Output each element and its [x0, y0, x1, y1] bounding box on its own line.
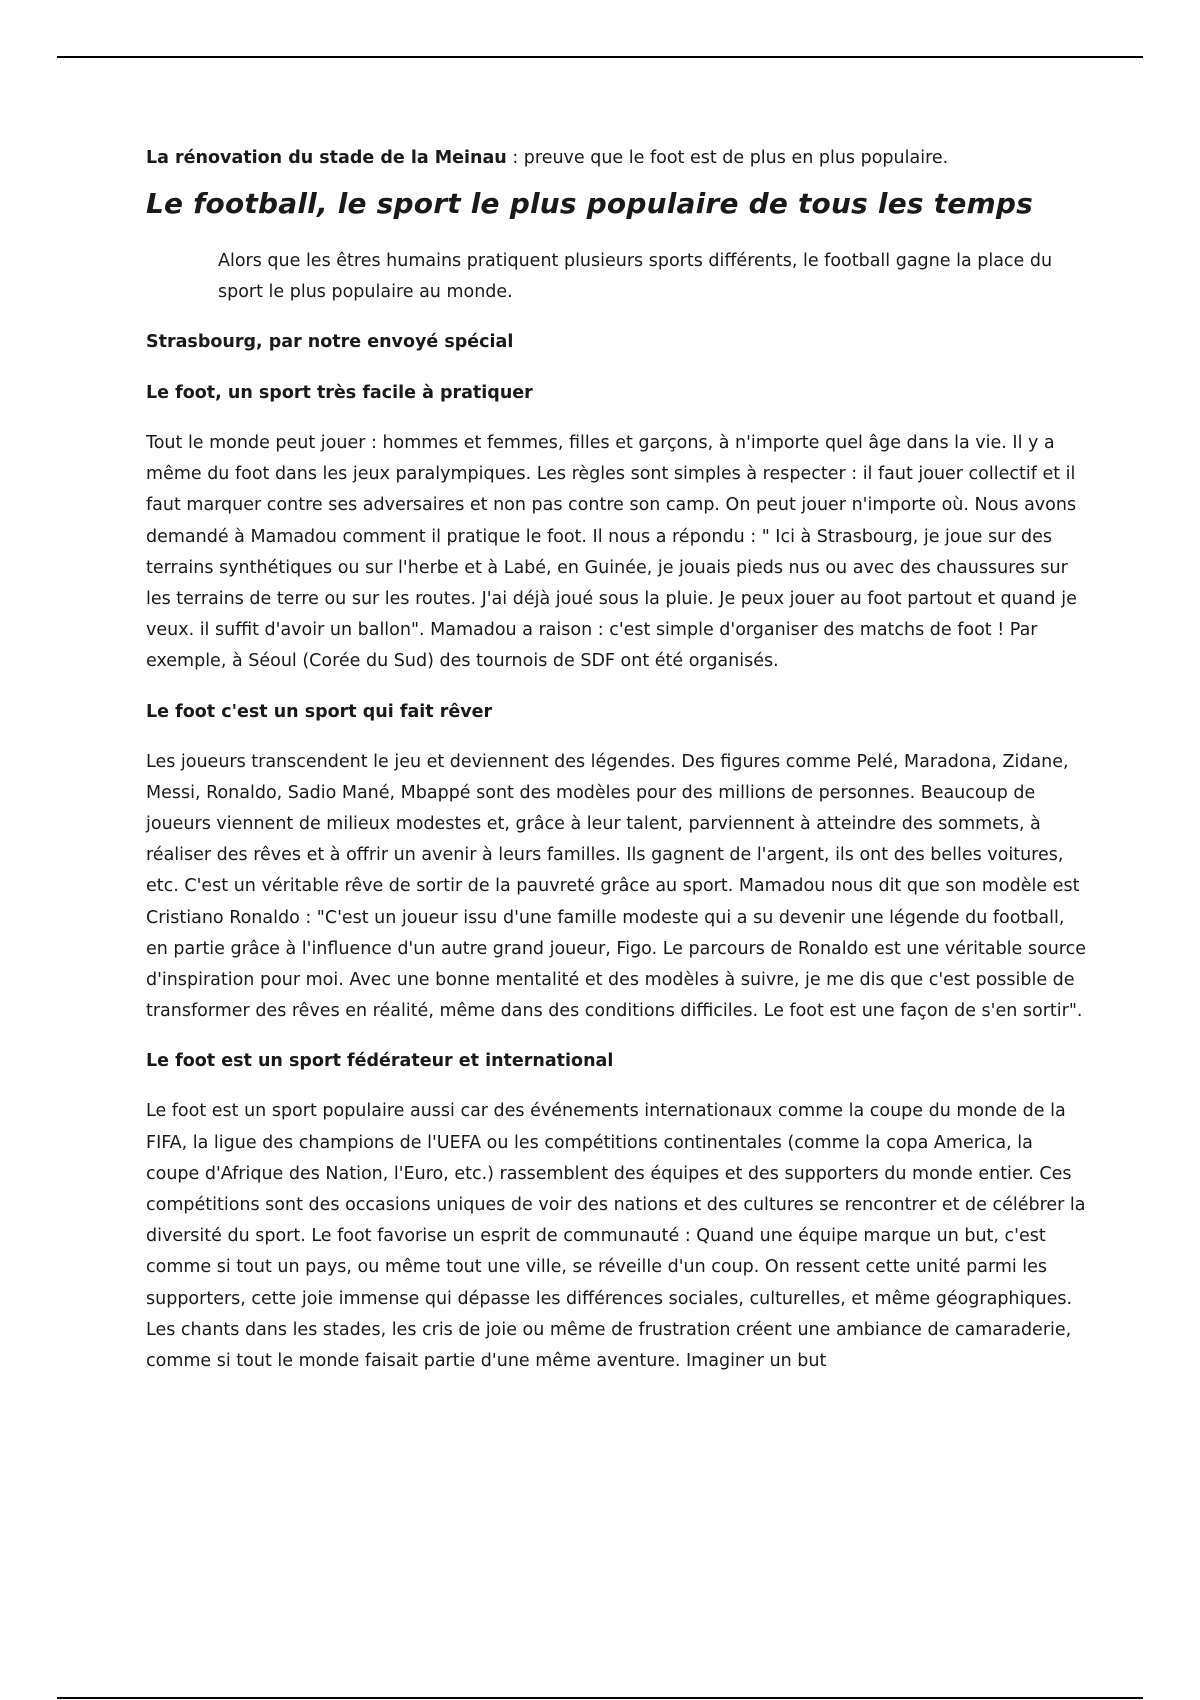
footer-rule	[57, 1697, 1143, 1699]
intro-rest: : preuve que le foot est de plus en plus populaire.	[506, 148, 949, 168]
section-heading-3: Le foot est un sport fédérateur et international	[146, 1051, 614, 1072]
section-text-2: Les joueurs transcendent le jeu et deviennent des légendes. Des figures comme Pelé, Maradona, Zidane, Messi, Ronaldo, Sadio Mané, Mbappé sont des modèles pour des millions de personnes. Beaucoup de joueurs viennent de milieux modestes et, grâce à leur talent, parviennent à atteindre des sommets, à réaliser des rêves et à offrir un avenir à leurs familles. Ils gagnent de l'argent, ils ont des belles voitures, etc. C'est un véritable rêve de sortir de la pauvreté grâce au sport. Mamadou nous dit que son modèle est Cristiano Ronaldo : "C'est un joueur issu d'une famille modeste qui a su devenir une légende du football, en partie grâce à l'influence d'un autre grand joueur, Figo. Le parcours de Ronaldo est une véritable source d'inspiration pour moi. Avec une bonne mentalité et des modèles à suivre, je me dis que c'est possible de transformer des rêves en réalité, même dans des conditions difficiles. Le foot est une façon de s'en sortir".	[146, 751, 1086, 1022]
intro-bold: La rénovation du stade de la Meinau	[146, 148, 507, 168]
article-title: Le football, le sport le plus populaire de tous les temps	[146, 187, 1033, 220]
intro-line	[146, 146, 1086, 170]
section-heading-2: Le foot c'est un sport qui fait rêver	[146, 701, 493, 722]
article-chapeau: Alors que les êtres humains pratiquent plusieurs sports différents, le football gagne la place du sport le plus populaire au monde.	[218, 251, 1053, 302]
section-text-1: Tout le monde peut jouer : hommes et femmes, filles et garçons, à n'importe quel âge dans la vie. Il y a même du foot dans les jeux paralympiques. Les règles sont simples à respecter : il faut jouer collectif et il faut marquer contre ses adversaires et non pas contre son camp. On peut jouer n'importe où. Nous avons demandé à Mamadou comment il pratique le foot. Il nous a répondu : " Ici à Strasbourg, je joue sur des terrains synthétiques ou sur l'herbe et à Labé, en Guinée, je jouais pieds nus ou avec des chaussures sur les terrains de terre ou sur les routes. J'ai déjà joué sous la pluie. Je peux jouer au foot partout et quand je veux. il suffit d'avoir un ballon". Mamadou a raison : c'est simple d'organiser des matchs de foot ! Par exemple, à Séoul (Corée du Sud) des tournois de SDF ont été organisés.	[146, 433, 1077, 672]
section-heading-1: Le foot, un sport très facile à pratiquer	[146, 383, 533, 403]
byline: Strasbourg, par notre envoyé spécial	[146, 332, 514, 352]
section-text-3: Le foot est un sport populaire aussi car des événements internationaux comme la coupe du monde de la FIFA, la ligue des champions de l'UEFA ou les compétitions continentales (comme la copa America, la coupe d'Afrique des Nation, l'Euro, etc.) rassemblent des équipes et des supporters du monde entier. Ces compétitions sont des occasions uniques de voir des nations et des cultures se rencontrer et de célébrer la diversité du sport. Le foot favorise un esprit de communauté : Quand une équipe marque un but, c'est comme si tout un pays, ou même tout une ville, se réveille d'un coup. On ressent cette unité parmi les supporters, cette joie immense qui dépasse les différences sociales, culturelles, et même géographiques. Les chants dans les stades, les cris de joie ou même de frustration créent une ambiance de camaraderie, comme si tout le monde faisait partie d'une même aventure. Imaginer un but	[146, 1101, 1086, 1372]
header-rule	[57, 56, 1143, 58]
document-body	[146, 146, 1086, 1395]
